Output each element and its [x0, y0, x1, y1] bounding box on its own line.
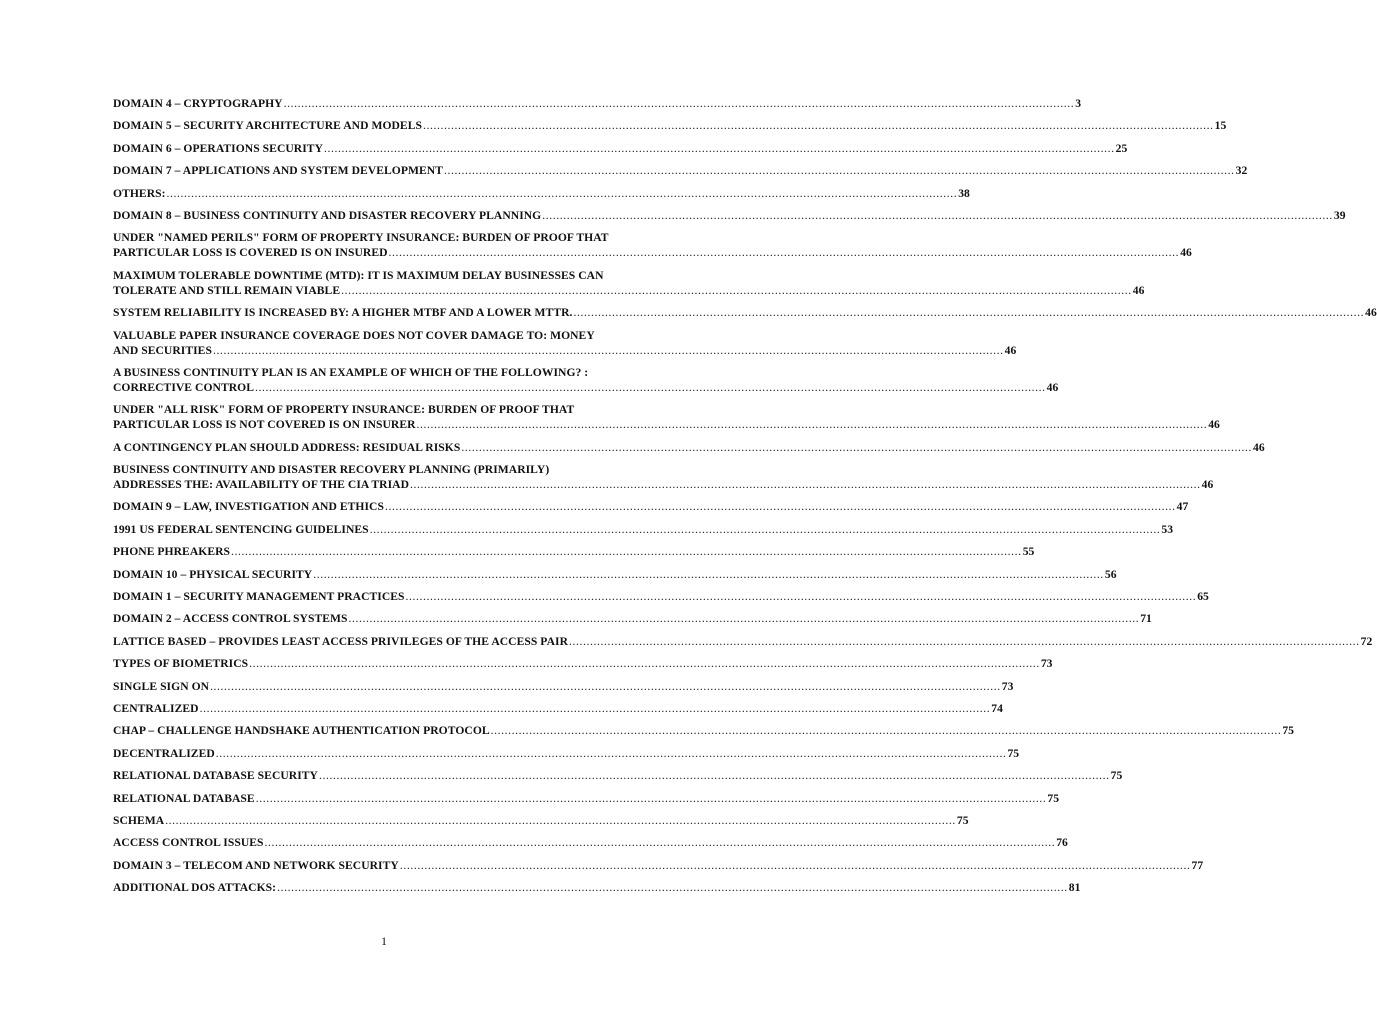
toc-entry-page: 75: [1110, 769, 1123, 783]
dot-leader: [417, 417, 1208, 432]
toc-entry-page: 32: [1235, 164, 1248, 178]
page-number: 1: [381, 934, 387, 948]
dot-leader: [444, 163, 1235, 178]
dot-leader: [400, 858, 1191, 873]
toc-entry-title: PARTICULAR LOSS IS NOT COVERED IS ON INSURER: [113, 418, 416, 432]
toc-entry-title-line: MAXIMUM TOLERABLE DOWNTIME (MTD): IT IS MAXIMUM DELAY BUSINESSES CAN: [113, 268, 604, 282]
toc-entry-page: 46: [1253, 440, 1265, 454]
toc-entry-title: SCHEMA: [113, 813, 165, 827]
toc-entry[interactable]: [113, 186, 970, 201]
toc-entry[interactable]: [113, 746, 1020, 761]
toc-entry-title: DECENTRALIZED: [113, 746, 215, 760]
toc-entry-title: LATTICE BASED – PROVIDES LEAST ACCESS PRIVILEGES OF THE ACCESS PAIR: [113, 634, 568, 648]
toc-entry[interactable]: [113, 634, 1373, 649]
toc-entry-title: AND SECURITIES: [113, 343, 212, 357]
toc-entry-title: PHONE PHREAKERS: [113, 545, 231, 559]
toc-entry-page: 75: [1282, 724, 1295, 738]
toc-entry-page: 46: [1046, 380, 1059, 394]
toc-entry-title: ADDRESSES THE: AVAILABILITY OF THE CIA TRIAD: [113, 478, 410, 492]
toc-entry[interactable]: [113, 163, 1248, 178]
dot-leader: [277, 880, 1068, 895]
dot-leader: [406, 589, 1197, 604]
toc-entry[interactable]: [113, 328, 1017, 358]
toc-entry-page: 47: [1176, 500, 1189, 514]
toc-entry-title: DOMAIN 3 – TELECOM AND NETWORK SECURITY: [113, 858, 399, 872]
toc-entry-page: 56: [1104, 567, 1117, 581]
toc-entry[interactable]: [113, 768, 1123, 783]
dot-leader: [491, 723, 1282, 738]
toc-entry-page: 39: [1333, 208, 1346, 222]
dot-leader: [542, 208, 1333, 223]
toc-entry-page: 75: [1047, 791, 1060, 805]
toc-entry-title: OTHERS:: [113, 186, 166, 200]
toc-entry-title: CHAP – CHALLENGE HANDSHAKE AUTHENTICATION PROTOCOL: [113, 724, 490, 738]
toc-entry-page: 76: [1056, 836, 1068, 850]
toc-entry[interactable]: [113, 402, 1220, 432]
toc-entry[interactable]: [113, 589, 1209, 604]
table-of-contents: [113, 96, 1377, 903]
toc-entry[interactable]: [113, 880, 1081, 895]
toc-entry-page: 46: [1132, 283, 1145, 297]
dot-leader: [255, 380, 1046, 395]
dot-leader: [410, 477, 1201, 492]
dot-leader: [341, 283, 1132, 298]
toc-entry-page: 3: [1075, 97, 1082, 110]
toc-entry[interactable]: [113, 656, 1053, 671]
dot-leader: [569, 634, 1360, 649]
toc-entry-page: 46: [1208, 418, 1220, 432]
dot-leader: [167, 186, 958, 201]
toc-entry[interactable]: [113, 813, 969, 828]
toc-entry[interactable]: [113, 723, 1295, 738]
dot-leader: [231, 544, 1022, 559]
dot-leader: [200, 701, 991, 716]
dot-leader: [256, 791, 1047, 806]
toc-entry-page: 46: [1180, 246, 1192, 260]
toc-entry-title: TYPES OF BIOMETRICS: [113, 657, 249, 671]
toc-entry-page: 71: [1140, 612, 1152, 626]
toc-entry[interactable]: [113, 118, 1227, 133]
dot-leader: [573, 305, 1364, 320]
toc-entry-page: 25: [1115, 141, 1128, 155]
toc-entry-page: 81: [1068, 881, 1081, 895]
toc-entry[interactable]: [113, 522, 1174, 537]
toc-entry-title: TOLERATE AND STILL REMAIN VIABLE: [113, 283, 341, 297]
toc-entry-title: DOMAIN 6 – OPERATIONS SECURITY: [113, 141, 323, 155]
toc-entry[interactable]: [113, 791, 1060, 806]
toc-entry-page: 72: [1360, 634, 1373, 648]
toc-entry-title: CORRECTIVE CONTROL: [113, 380, 255, 394]
toc-entry[interactable]: [113, 141, 1128, 156]
toc-entry-page: 77: [1191, 858, 1204, 872]
toc-entry[interactable]: [113, 365, 1059, 395]
toc-entry-title: DOMAIN 1 – SECURITY MANAGEMENT PRACTICES: [113, 590, 405, 604]
toc-entry-title-line: UNDER "NAMED PERILS" FORM OF PROPERTY INSURANCE: BURDEN OF PROOF THAT: [113, 231, 609, 245]
toc-entry-page: 75: [1007, 746, 1020, 760]
dot-leader: [385, 499, 1176, 514]
dot-leader: [265, 835, 1056, 850]
toc-entry-page: 75: [956, 813, 969, 827]
toc-entry[interactable]: [113, 567, 1117, 582]
dot-leader: [349, 611, 1140, 626]
toc-entry-title: DOMAIN 10 – PHYSICAL SECURITY: [113, 567, 313, 581]
toc-entry-title: DOMAIN 4 – CRYPTOGRAPHY: [113, 97, 283, 110]
toc-entry[interactable]: [113, 835, 1068, 850]
dot-leader: [389, 245, 1180, 260]
toc-entry-title-line: A BUSINESS CONTINUITY PLAN IS AN EXAMPLE OF WHICH OF THE FOLLOWING? :: [113, 365, 589, 379]
toc-entry-title: SYSTEM RELIABILITY IS INCREASED BY: A HIGHER MTBF AND A LOWER MTTR.: [113, 306, 573, 320]
toc-entry-title: A CONTINGENCY PLAN SHOULD ADDRESS: RESIDUAL RISKS: [113, 440, 461, 454]
toc-entry-title: DOMAIN 5 – SECURITY ARCHITECTURE AND MODELS: [113, 119, 422, 133]
toc-entry[interactable]: [113, 440, 1265, 455]
toc-entry-page: 74: [991, 701, 1003, 715]
dot-leader: [319, 768, 1110, 783]
toc-entry-title: 1991 US FEDERAL SENTENCING GUIDELINES: [113, 522, 369, 536]
dot-leader: [284, 96, 1075, 111]
toc-entry-title: DOMAIN 9 – LAW, INVESTIGATION AND ETHICS: [113, 500, 384, 514]
toc-entry-page: 46: [1004, 343, 1017, 357]
toc-entry-page: 55: [1022, 545, 1035, 559]
toc-entry-title: SINGLE SIGN ON: [113, 679, 210, 693]
toc-entry-title: DOMAIN 2 – ACCESS CONTROL SYSTEMS: [113, 612, 348, 626]
toc-entry[interactable]: [113, 679, 1014, 694]
toc-entry[interactable]: [113, 305, 1377, 320]
toc-entry-title: RELATIONAL DATABASE: [113, 791, 255, 805]
toc-entry-title-line: VALUABLE PAPER INSURANCE COVERAGE DOES NOT COVER DAMAGE TO: MONEY: [113, 328, 595, 342]
dot-leader: [370, 522, 1161, 537]
toc-entry-page: 53: [1161, 522, 1174, 536]
toc-entry-page: 65: [1197, 590, 1209, 604]
toc-entry[interactable]: [113, 701, 1003, 716]
toc-entry[interactable]: [113, 462, 1214, 492]
toc-entry[interactable]: [113, 499, 1189, 514]
toc-entry[interactable]: [113, 858, 1204, 873]
dot-leader: [324, 141, 1115, 156]
toc-entry[interactable]: [113, 96, 1082, 111]
toc-entry[interactable]: [113, 544, 1035, 559]
toc-entry-page: 73: [1001, 679, 1014, 693]
toc-entry-title: ACCESS CONTROL ISSUES: [113, 836, 264, 850]
toc-entry[interactable]: [113, 230, 1192, 260]
dot-leader: [423, 118, 1214, 133]
dot-leader: [210, 679, 1001, 694]
toc-entry-title: PARTICULAR LOSS IS COVERED IS ON INSURED: [113, 246, 388, 260]
toc-entry[interactable]: [113, 268, 1145, 298]
toc-entry-title: DOMAIN 7 – APPLICATIONS AND SYSTEM DEVELOPMENT: [113, 164, 443, 178]
toc-entry-title: RELATIONAL DATABASE SECURITY: [113, 769, 318, 783]
toc-entry[interactable]: [113, 611, 1152, 626]
toc-entry-title-line: UNDER "ALL RISK" FORM OF PROPERTY INSURANCE: BURDEN OF PROOF THAT: [113, 403, 575, 417]
toc-entry-title: CENTRALIZED: [113, 701, 199, 715]
dot-leader: [313, 567, 1104, 582]
toc-entry-page: 46: [1201, 478, 1214, 492]
dot-leader: [216, 746, 1007, 761]
toc-entry-page: 73: [1040, 657, 1053, 671]
dot-leader: [249, 656, 1040, 671]
toc-entry-page: 15: [1214, 119, 1227, 133]
toc-entry-page: 38: [958, 186, 970, 200]
dot-leader: [461, 440, 1252, 455]
toc-entry[interactable]: [113, 208, 1346, 223]
toc-entry-title: DOMAIN 8 – BUSINESS CONTINUITY AND DISASTER RECOVERY PLANNING: [113, 208, 542, 222]
toc-entry-page: 46: [1365, 306, 1377, 320]
dot-leader: [165, 813, 956, 828]
toc-entry-title: ADDITIONAL DOS ATTACKS:: [113, 881, 277, 895]
toc-entry-title-line: BUSINESS CONTINUITY AND DISASTER RECOVERY PLANNING (PRIMARILY): [113, 463, 550, 477]
dot-leader: [213, 343, 1004, 358]
